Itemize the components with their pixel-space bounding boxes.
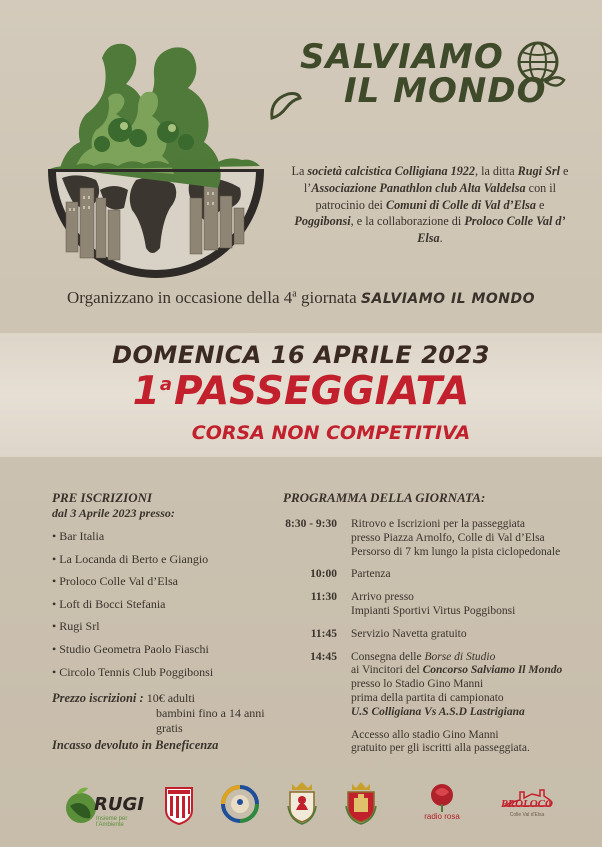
list-item: • Rugi Srl (52, 619, 292, 642)
program-item: 14:45 Consegna delle Borse di Studio ai Vincitori del Concorso Salviamo Il Mondo presso lo Stadio Gino Manni prima della partita di campionato U.S Colligiana Vs A.S.D Lastrigiana (310, 650, 563, 718)
program-item: 11:45 Servizio Navetta gratuito (310, 627, 467, 640)
program-section (283, 490, 583, 756)
panathlon-logo-icon (220, 784, 260, 824)
charity-note: Incasso devoluto in Beneficenza (52, 738, 219, 752)
poggibonsi-crest-icon (344, 780, 378, 826)
preregistration-subtitle: dal 3 Aprile 2023 presso: (52, 506, 175, 520)
sponsor-logos (0, 780, 602, 835)
event-date: DOMENICA 16 APRILE 2023 (112, 341, 490, 369)
colligiana-crest-icon (164, 784, 194, 826)
list-item: • Circolo Tennis Club Poggibonsi (52, 665, 292, 688)
program-title: PROGRAMMA DELLA GIORNATA: (283, 490, 486, 505)
event-title: 1$^a$PASSEGGIATA (132, 369, 470, 414)
earth-family-illustration (40, 20, 272, 302)
title-line2: IL MONDO (344, 71, 547, 111)
intro-paragraph: La società calcistica Colligiana 1922, la ditta Rugi Srl e l’Associazione Panathlon club Alta Valdelsa con il patrocinio dei Comuni di Colle di Val d’Elsa e Poggibonsi, e la collaborazione di Proloco Colle Val d’ Elsa. (291, 164, 569, 246)
program-item: 8:30 - 9:30 Ritrovo e Iscrizioni per la passeggiata presso Piazza Arnolfo, Colle di Val d’Elsa Persorso di 7 km lungo la pista ciclopedonale (285, 518, 561, 558)
proloco-logo: PROLOCO Colle Val d'Elsa (498, 788, 556, 826)
rose-icon (427, 782, 457, 812)
list-item: • Proloco Colle Val d’Elsa (52, 574, 292, 597)
organize-brand: SALVIAMO IL MONDO (360, 291, 536, 307)
preregistration-title: PRE ISCRIZIONI (52, 490, 153, 505)
price-label: Prezzo iscrizioni : (52, 691, 144, 706)
colle-crest-icon (286, 780, 318, 826)
places-list (52, 529, 292, 687)
program-item: 11:30 Arrivo presso Impianti Sportivi Virtus Poggibonsi (310, 591, 516, 617)
organize-line: Organizzano in occasione della 4$^a$ giornata SALVIAMO IL MONDO (66, 288, 536, 307)
list-item: • Bar Italia (52, 529, 292, 552)
event-subtitle: CORSA NON COMPETITIVA (191, 422, 471, 444)
rugi-logo: RUGI Insieme per l'Ambiente (64, 784, 146, 828)
list-item: • La Locanda di Berto e Giangio (52, 552, 292, 575)
list-item: • Loft di Bocci Stefania (52, 597, 292, 620)
rugi-globe-icon (64, 786, 98, 826)
globe-icon (512, 38, 568, 94)
price-info (52, 691, 292, 736)
radio-rosa-logo: radio rosa (414, 782, 470, 826)
list-item: • Studio Geometra Paolo Fiaschi (52, 642, 292, 665)
preregistration-section (52, 490, 292, 736)
leaf-icon (268, 88, 302, 124)
title-line1: SALVIAMO (300, 37, 504, 77)
stadium-note: Accesso allo stadio Gino Manni gratuito per gli iscritti alla passeggiata. (351, 728, 530, 755)
price-adults: 10€ adulti (143, 691, 196, 706)
program-item: 10:00 Partenza (310, 568, 391, 581)
price-children: bambini fino a 14 anni gratis (156, 706, 265, 736)
